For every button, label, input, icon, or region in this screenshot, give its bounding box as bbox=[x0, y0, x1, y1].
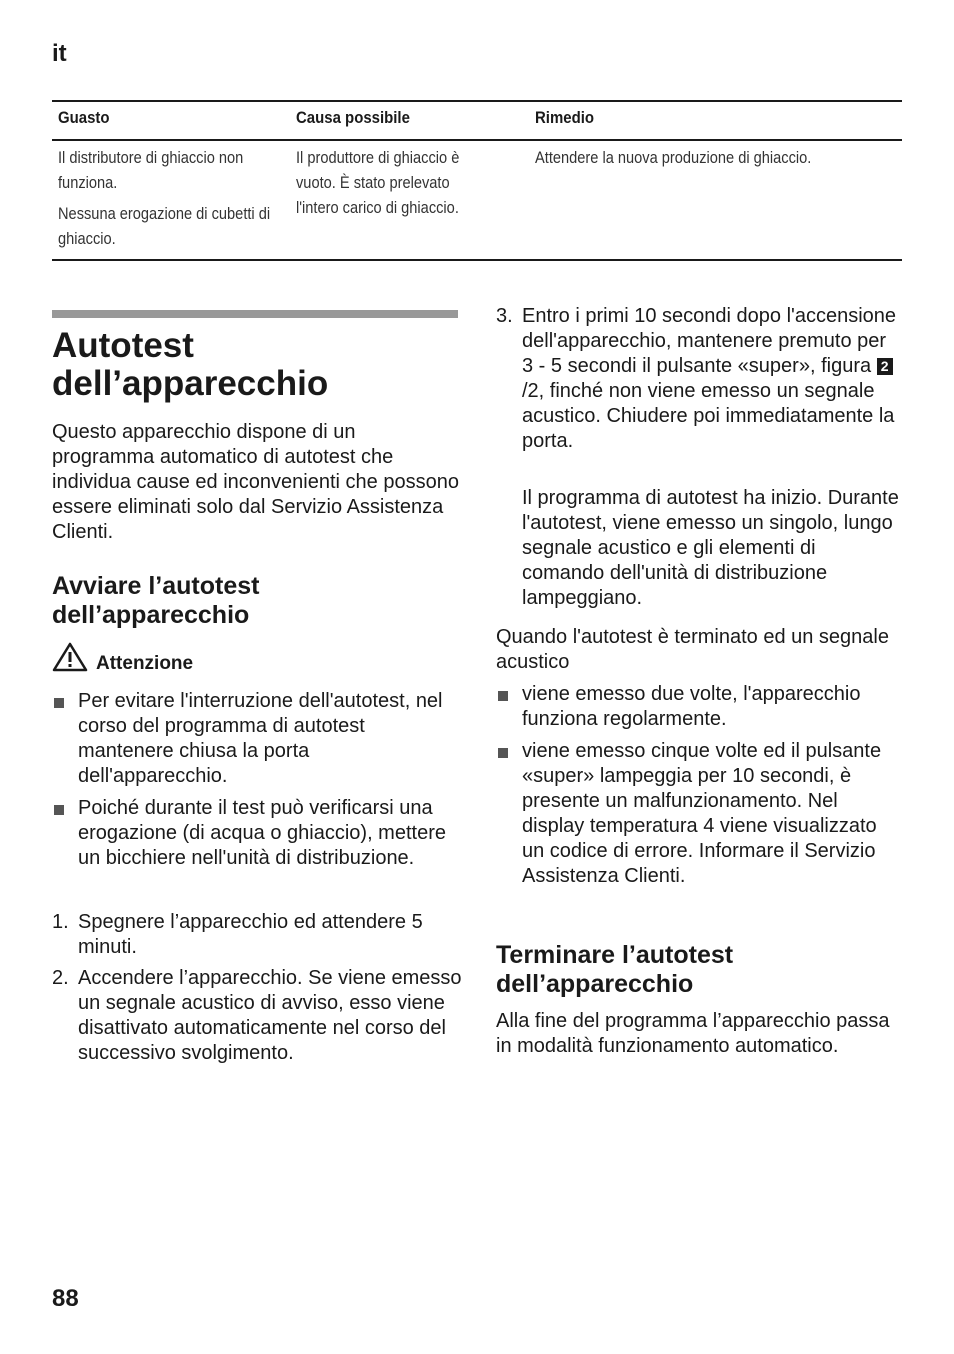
page-number: 88 bbox=[52, 1285, 79, 1312]
section-title: Autotest dell’apparecchio bbox=[52, 326, 329, 403]
step-note: Il programma di autotest ha inizio. Durante l'autotest, viene emesso un singolo, lungo segnale acustico e gli elementi di comando dell'unità di distribuzione lampeggiano. bbox=[522, 487, 899, 609]
step-item bbox=[52, 910, 463, 960]
warning-block bbox=[52, 642, 193, 675]
warning-text: Per evitare l'interruzione dell'autotest, nel corso del programma di autotest mantenere chiusa la porta dell'apparecchio. bbox=[78, 690, 443, 787]
outcome-item bbox=[522, 739, 897, 889]
step-item bbox=[496, 304, 902, 454]
start-heading: Avviare l’autotest dell’apparecchio bbox=[52, 572, 260, 629]
column-header-rimedio: Rimedio bbox=[535, 108, 595, 127]
bullet-square-icon bbox=[498, 691, 508, 701]
step-text: Entro i primi 10 secondi dopo l'accensione dell'apparecchio, mantenere premuto per 3 - 5 secondi il pulsante «super», figura 2/2, finché non viene emesso un segnale acustico. Chiudere poi immediatamente la porta. bbox=[522, 305, 897, 452]
step-number: 1. bbox=[52, 911, 69, 933]
troubleshooting-table bbox=[52, 100, 902, 261]
finish-text: Alla fine del programma l’apparecchio passa in modalità funzionamento automatico. bbox=[496, 1010, 890, 1057]
bullet-square-icon bbox=[498, 748, 508, 758]
outcome-item bbox=[522, 682, 907, 732]
step-number: 3. bbox=[496, 305, 513, 327]
bullet-square-icon bbox=[54, 698, 64, 708]
cell-guasto bbox=[58, 145, 282, 257]
outcome-text: viene emesso cinque volte ed il pulsante «super» lampeggia per 10 secondi, è presente un malfunzionamento. Nel display temperatura 4 viene visualizzato un codice di errore. Informare il Servizio Assistenza Clienti. bbox=[522, 740, 882, 887]
guasto-line: Il distributore di ghiaccio non funziona. bbox=[58, 148, 244, 192]
table-header bbox=[52, 100, 902, 141]
intro-paragraph: Questo apparecchio dispone di un programma automatico di autotest che individua cause ed inconvenienti che possono essere eliminati solo dal Servizio Assistenza Clienti. bbox=[52, 421, 459, 543]
column-header-causa: Causa possibile bbox=[296, 108, 410, 127]
outcome-text: viene emesso due volte, l'apparecchio funziona regolarmente. bbox=[522, 683, 861, 730]
warning-label: Attenzione bbox=[96, 653, 194, 674]
warning-item bbox=[78, 796, 463, 871]
warning-item bbox=[78, 689, 463, 789]
finish-heading: Terminare l’autotest dell’apparecchio bbox=[496, 941, 734, 998]
bullet-square-icon bbox=[54, 805, 64, 815]
figure-reference-icon: 2 bbox=[877, 358, 893, 375]
warning-text: Poiché durante il test può verificarsi una erogazione (di acqua o ghiaccio), mettere un bicchiere nell'unità di distribuzione. bbox=[78, 797, 446, 869]
step-text: Accendere l’apparecchio. Se viene emesso un segnale acustico di avviso, esso viene disattivato automaticamente nel corso del successivo svolgimento. bbox=[78, 967, 462, 1064]
column-header-guasto: Guasto bbox=[58, 108, 110, 127]
end-intro: Quando l'autotest è terminato ed un segnale acustico bbox=[496, 626, 889, 673]
language-code: it bbox=[52, 40, 67, 67]
step-number: 2. bbox=[52, 967, 69, 989]
table-row bbox=[52, 141, 902, 261]
section-rule bbox=[52, 310, 458, 318]
step-item bbox=[52, 966, 463, 1066]
step-text: Spegnere l’apparecchio ed attendere 5 minuti. bbox=[78, 911, 423, 958]
cell-rimedio: Attendere la nuova produzione di ghiaccio. bbox=[535, 148, 812, 167]
warning-triangle-icon bbox=[52, 642, 88, 672]
guasto-line: Nessuna erogazione di cubetti di ghiaccio. bbox=[58, 204, 271, 248]
cell-causa: Il produttore di ghiaccio è vuoto. È stato prelevato l'intero carico di ghiaccio. bbox=[296, 148, 460, 217]
